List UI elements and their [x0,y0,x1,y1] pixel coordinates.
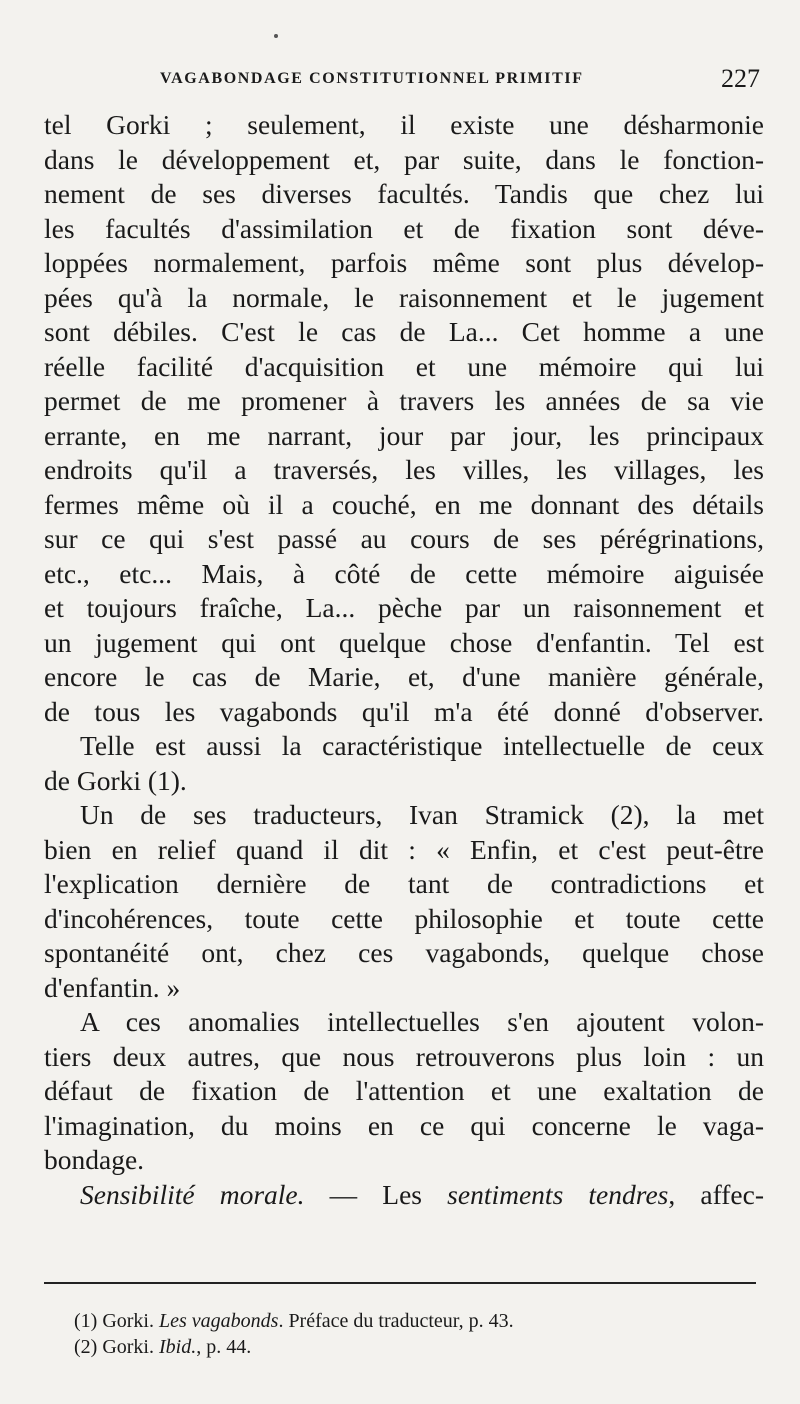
running-head [90,66,760,102]
footnote-number: (2) Gorki. [74,1336,159,1358]
text-line: pées qu'à la normale, le raisonnement et le jugement [44,281,764,313]
text-line: loppées normalement, parfois même sont plus dévelop- [44,247,764,278]
footnotes [74,1308,734,1360]
dash-text: — Les [304,1178,448,1210]
text-line: Telle est aussi la caractéristique intellectuelle de ceux [80,730,764,761]
text-line: permet de me promener à travers les années de sa vie [44,385,764,416]
text-line-section-start [44,1178,764,1213]
text-line: réelle facilité d'acquisition et une mémoire qui lui [44,350,764,382]
ink-speck [274,34,278,38]
text-line: errante, en me narrant, jour par jour, les principaux [44,419,764,451]
text-line: nement de ses diverses facultés. Tandis que chez lui [44,178,764,209]
text-line: d'incohérences, toute cette philosophie et toute cette [44,902,764,934]
text-line: et toujours fraîche, La... pèche par un raisonnement et [44,592,764,623]
text-line: de Gorki (1). [44,764,187,796]
line-tail: , affec- [668,1178,764,1210]
footnote-title: Les vagabonds [158,1310,279,1332]
text-line: de tous les vagabonds qu'il m'a été donné d'observer. [44,695,764,727]
text-line: l'imagination, du moins en ce qui concerne le vaga- [44,1109,764,1141]
section-heading: Sensibilité morale. [80,1178,305,1210]
text-line: bien en relief quand il dit : « Enfin, et c'est peut-être [44,833,764,865]
footnote-title: Ibid. [158,1336,197,1358]
text-line: etc., etc... Mais, à côté de cette mémoire aiguisée [44,557,764,589]
running-title: VAGABONDAGE CONSTITUTIONNEL PRIMITIF [160,70,584,87]
footnote-rest: , p. 44. [196,1336,252,1358]
footnote-1 [74,1308,734,1334]
text-line: défaut de fixation de l'attention et une exaltation de [44,1075,764,1106]
text-line: tiers deux autres, que nous retrouverons plus loin : un [44,1040,764,1072]
text-line: spontanéité ont, chez ces vagabonds, quelque chose [44,937,764,968]
text-line: d'enfantin. » [44,971,181,1003]
text-line: sont débiles. C'est le cas de La... Cet homme a une [44,316,764,347]
text-line: l'explication dernière de tant de contradictions et [44,868,764,899]
footnote-number: (1) Gorki. [74,1310,159,1332]
text-line: tel Gorki ; seulement, il existe une désharmonie [44,109,764,140]
footnote-rule [44,1282,756,1284]
text-line: A ces anomalies intellectuelles s'en ajoutent volon- [80,1006,764,1037]
text-line: fermes même où il a couché, en me donnant des détails [44,488,764,520]
text-line: dans le développement et, par suite, dans le fonction- [44,143,764,175]
text-line: bondage. [44,1144,145,1175]
text-line: les facultés d'assimilation et de fixation sont déve- [44,212,764,244]
body-text [44,108,764,1212]
text-line: sur ce qui s'est passé au cours de ses pérégrinations, [44,523,764,554]
text-line: un jugement qui ont quelque chose d'enfantin. Tel est [44,626,764,658]
emphasis-text: sentiments tendres [447,1178,669,1210]
footnote-2 [74,1334,734,1360]
page-number: 227 [721,64,760,93]
text-line: endroits qu'il a traversés, les villes, les villages, les [44,454,764,485]
text-line: encore le cas de Marie, et, d'une manière générale, [44,661,764,692]
text-line: Un de ses traducteurs, Ivan Stramick (2), la met [80,799,764,830]
footnote-rest: . Préface du traducteur, p. 43. [278,1310,514,1332]
